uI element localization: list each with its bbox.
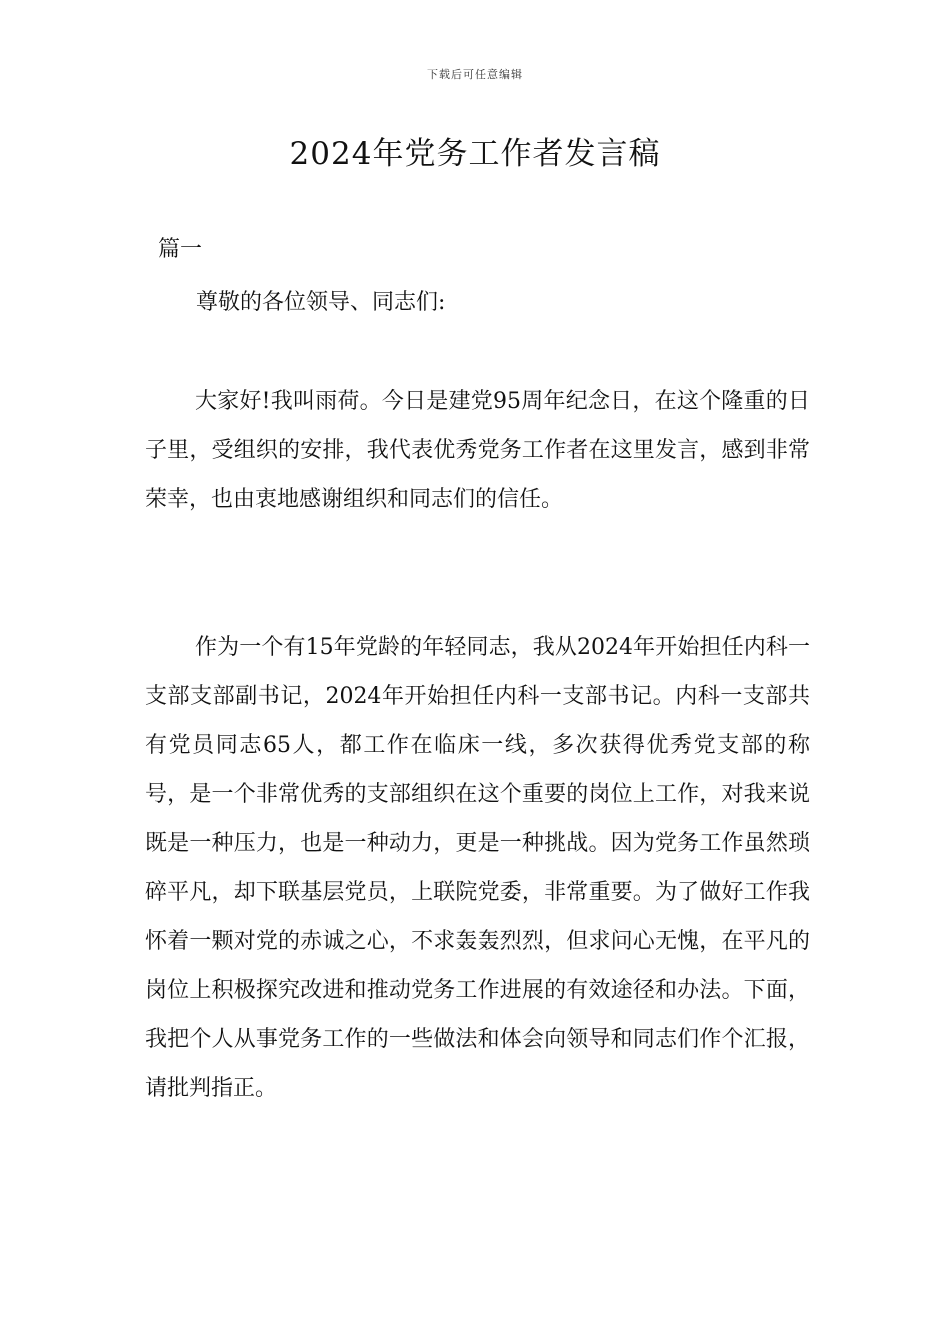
paragraph-1: 大家好!我叫雨荷。今日是建党95周年纪念日，在这个隆重的日子里，受组织的安排，我代表优秀党务工作者在这里发言，感到非常荣幸，也由衷地感谢组织和同志们的信任。 [145, 389, 810, 512]
page-header-note: 下载后可任意编辑 [427, 68, 523, 81]
section-label: 篇一 [158, 237, 203, 262]
salutation: 尊敬的各位领导、同志们: [196, 290, 446, 315]
document-title: 2024年党务工作者发言稿 [289, 136, 661, 172]
paragraph-2: 作为一个有15年党龄的年轻同志，我从2024年开始担任内科一支部支部副书记，2024年开始担任内科一支部书记。内科一支部共有党员同志65人，都工作在临床一线，多次获得优秀党支部的称号，是一个非常优秀的支部组织在这个重要的岗位上工作，对我来说既是一种压力，也是一种动力，更是一种挑战。因为党务工作虽然琐碎平凡，却下联基层党员，上联院党委，非常重要。为了做好工作我怀着一颗对党的赤诚之心，不求轰轰烈烈，但求问心无愧，在平凡的岗位上积极探究改进和推动党务工作进展的有效途径和办法。下面，我把个人从事党务工作的一些做法和体会向领导和同志们作个汇报，请批判指正。 [145, 635, 810, 1101]
